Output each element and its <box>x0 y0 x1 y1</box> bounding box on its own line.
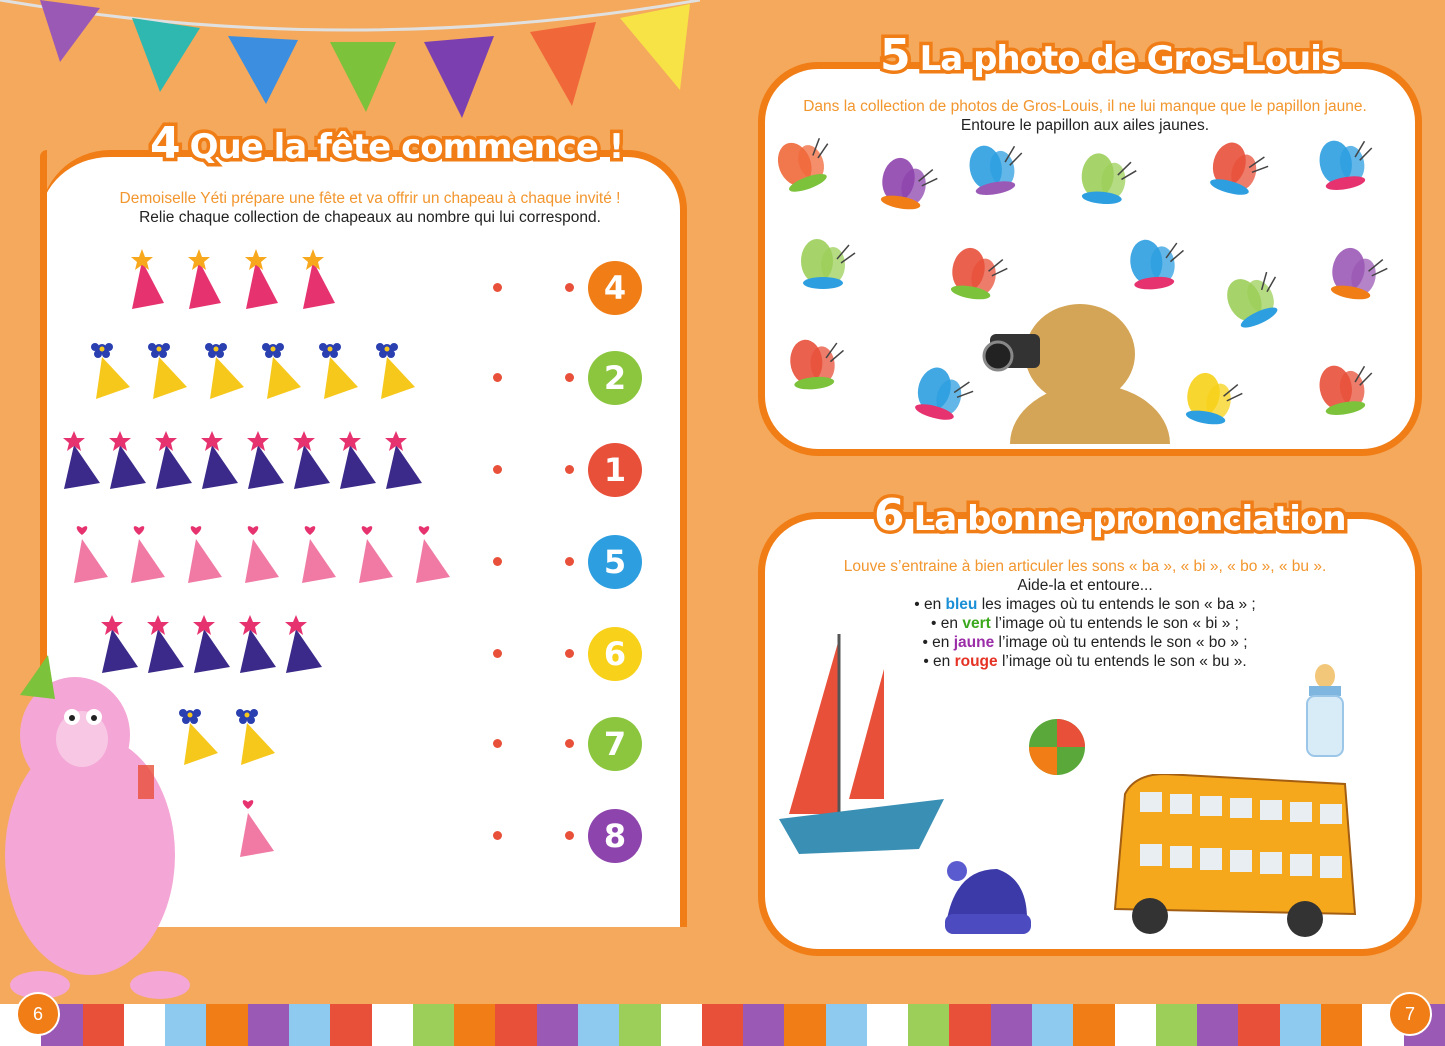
section-5-instruction: Entoure le papillon aux ailes jaunes. <box>960 117 1210 134</box>
section-6-number: 6 <box>874 490 904 541</box>
hat-row-2 <box>40 337 680 417</box>
butterfly-icon[interactable] <box>1079 152 1137 207</box>
stripe <box>372 1004 413 1046</box>
stripe <box>165 1004 206 1046</box>
heart-pink-hat-icon <box>241 521 281 601</box>
connect-dot-left[interactable] <box>493 557 502 566</box>
connect-dot-left[interactable] <box>493 739 502 748</box>
heart-pink-hat-icon <box>184 521 224 601</box>
stripe <box>124 1004 165 1046</box>
star-purple-hat-icon <box>108 429 148 509</box>
connect-dot-left[interactable] <box>493 649 502 658</box>
connect-dot-left[interactable] <box>493 283 502 292</box>
flower-yellow-hat-icon <box>261 337 305 417</box>
number-circle-7: 7 <box>588 717 642 771</box>
baby-bottle-illustration <box>1295 664 1355 759</box>
color-word-yellow: jaune <box>953 634 995 651</box>
star-purple-hat-icon <box>154 429 194 509</box>
star-purple-hat-icon <box>284 613 324 693</box>
heart-pink-hat-icon <box>298 521 338 601</box>
stripe <box>784 1004 825 1046</box>
stripe <box>661 1004 702 1046</box>
star-pink-hat-icon <box>242 247 282 327</box>
connect-dot-left[interactable] <box>493 831 502 840</box>
connect-dot-right[interactable] <box>565 739 574 748</box>
heart-pink-hat-icon <box>355 521 395 601</box>
color-word-green: vert <box>962 615 991 632</box>
connect-dot-right[interactable] <box>565 831 574 840</box>
star-purple-hat-icon <box>200 429 240 509</box>
stripe <box>702 1004 743 1046</box>
stripe <box>1197 1004 1238 1046</box>
section-6-line-green: • en vert l’image où tu entends le son « bi » ; <box>931 615 1239 632</box>
stripe <box>619 1004 660 1046</box>
star-purple-hat-icon <box>238 613 278 693</box>
stripe <box>454 1004 495 1046</box>
color-word-red: rouge <box>954 653 998 670</box>
stripe <box>1321 1004 1362 1046</box>
stripe <box>83 1004 124 1046</box>
heart-pink-hat-icon <box>412 521 452 601</box>
flower-yellow-hat-icon <box>90 337 134 417</box>
section-6-line-yellow: • en jaune l’image où tu entends le son « bo » ; <box>922 634 1248 651</box>
section-6-instructions <box>765 557 1405 671</box>
butterfly-icon[interactable] <box>1128 236 1186 291</box>
section-5-instructions <box>765 97 1405 135</box>
stripe <box>289 1004 330 1046</box>
yeti-character-illustration <box>0 655 210 1010</box>
section-6-help: Aide-la et entoure... <box>1017 577 1153 594</box>
heart-pink-hat-icon <box>236 795 276 875</box>
flower-yellow-hat-icon <box>235 703 279 783</box>
ball-illustration <box>1027 717 1087 777</box>
star-purple-hat-icon <box>338 429 378 509</box>
double-decker-bus-illustration <box>1105 774 1360 939</box>
number-circle-1: 1 <box>588 443 642 497</box>
stripe <box>867 1004 908 1046</box>
section-4-title <box>150 118 623 169</box>
connect-dot-right[interactable] <box>565 649 574 658</box>
stripe <box>826 1004 867 1046</box>
star-purple-hat-icon <box>246 429 286 509</box>
connect-dot-left[interactable] <box>493 373 502 382</box>
party-bunting <box>0 0 700 130</box>
number-circle-8: 8 <box>588 809 642 863</box>
star-pink-hat-icon <box>185 247 225 327</box>
section-6-title <box>874 490 1346 541</box>
butterfly-icon[interactable] <box>912 364 977 426</box>
stripe <box>248 1004 289 1046</box>
stripe <box>1280 1004 1321 1046</box>
star-pink-hat-icon <box>128 247 168 327</box>
section-5-title-text: La photo de Gros-Louis <box>919 39 1341 79</box>
butterfly-icon[interactable] <box>966 139 1028 198</box>
bottom-color-stripes <box>0 1004 1445 1046</box>
hat-row-1 <box>40 247 680 327</box>
connect-dot-right[interactable] <box>565 465 574 474</box>
number-circle-5: 5 <box>588 535 642 589</box>
section-4-number: 4 <box>150 118 180 169</box>
woolly-hat-illustration <box>937 859 1037 939</box>
stripe <box>1073 1004 1114 1046</box>
section-5-title <box>880 30 1340 81</box>
butterfly-icon[interactable] <box>1316 134 1378 193</box>
number-circle-4: 4 <box>588 261 642 315</box>
stripe <box>1115 1004 1156 1046</box>
color-word-blue: bleu <box>945 596 978 613</box>
stripe <box>578 1004 619 1046</box>
connect-dot-right[interactable] <box>565 557 574 566</box>
butterfly-icon[interactable] <box>772 131 840 196</box>
section-4-title-text: Que la fête commence ! <box>189 127 624 167</box>
section-4-instruction: Relie chaque collection de chapeaux au nombre qui lui correspond. <box>139 209 601 226</box>
connect-dot-right[interactable] <box>565 283 574 292</box>
stripe <box>743 1004 784 1046</box>
butterfly-icon[interactable] <box>801 239 855 289</box>
stripe <box>330 1004 371 1046</box>
heart-pink-hat-icon <box>70 521 110 601</box>
star-purple-hat-icon <box>292 429 332 509</box>
stripe <box>537 1004 578 1046</box>
flower-yellow-hat-icon <box>375 337 419 417</box>
section-6-title-text: La bonne prononciation <box>913 499 1346 539</box>
section-6-line-red: • en rouge l’image où tu entends le son « bu ». <box>923 653 1247 670</box>
stripe <box>991 1004 1032 1046</box>
butterfly-icon[interactable] <box>878 155 940 214</box>
section-4-intro: Demoiselle Yéti prépare une fête et va offrir un chapeau à chaque invité ! <box>119 190 621 207</box>
butterfly-icon[interactable] <box>788 336 846 391</box>
section-5-number: 5 <box>880 30 910 81</box>
gros-louis-with-camera-illustration <box>980 294 1180 444</box>
flower-yellow-hat-icon <box>204 337 248 417</box>
section-4-instructions <box>60 189 680 227</box>
star-purple-hat-icon <box>62 429 102 509</box>
stripe <box>495 1004 536 1046</box>
flower-yellow-hat-icon <box>147 337 191 417</box>
section-5-intro: Dans la collection de photos de Gros-Louis, il ne lui manque que le papillon jaune. <box>803 98 1367 115</box>
section-6-line-blue: • en bleu les images où tu entends le son « ba » ; <box>914 596 1256 613</box>
stripe <box>1156 1004 1197 1046</box>
number-circle-6: 6 <box>588 627 642 681</box>
stripe <box>1032 1004 1073 1046</box>
butterfly-icon[interactable] <box>1221 264 1291 332</box>
stripe <box>1238 1004 1279 1046</box>
star-purple-hat-icon <box>384 429 424 509</box>
star-pink-hat-icon <box>299 247 339 327</box>
stripe <box>908 1004 949 1046</box>
section-6-intro: Louve s’entraine à bien articuler les sons « ba », « bi », « bo », « bu ». <box>843 558 1327 575</box>
hat-row-4 <box>40 521 680 601</box>
butterfly-icon[interactable] <box>1316 359 1378 418</box>
connect-dot-right[interactable] <box>565 373 574 382</box>
stripe <box>206 1004 247 1046</box>
number-circle-2: 2 <box>588 351 642 405</box>
page-number-right: 7 <box>1388 992 1432 1036</box>
page-number-left: 6 <box>16 992 60 1036</box>
hat-row-3 <box>40 429 680 509</box>
connect-dot-left[interactable] <box>493 465 502 474</box>
flower-yellow-hat-icon <box>318 337 362 417</box>
butterfly-icon[interactable] <box>1328 245 1390 304</box>
heart-pink-hat-icon <box>127 521 167 601</box>
stripe <box>949 1004 990 1046</box>
butterfly-icon[interactable] <box>1183 370 1245 429</box>
stripe <box>413 1004 454 1046</box>
butterfly-icon[interactable] <box>1207 139 1272 201</box>
